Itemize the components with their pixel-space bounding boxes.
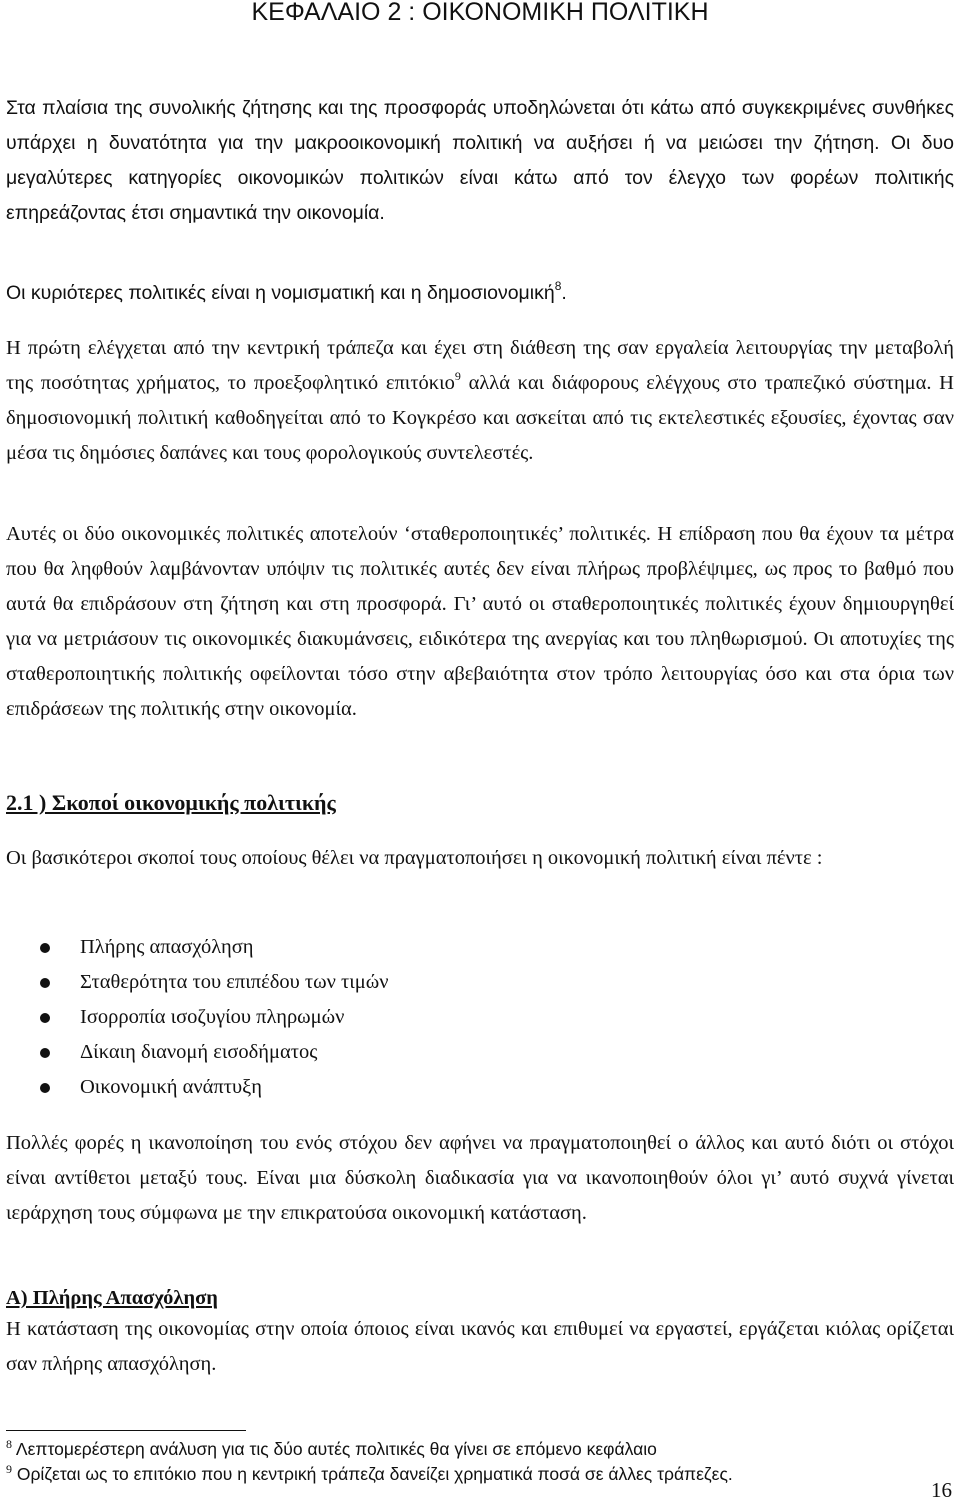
goal-label: Πλήρης απασχόληση: [80, 936, 254, 958]
subsection-heading: Α) Πλήρης Απασχόληση: [6, 1287, 218, 1309]
bullet-icon: [40, 1013, 50, 1023]
footnote-divider: [6, 1430, 246, 1431]
monetary-before: Η πρώτη ελέγχεται από την κεντρική τράπεζα και έχει στη διάθεση της σαν εργαλεία λειτουργίας την μεταβολή της ποσότητας χρήματος, το προεξοφλητικό επιτόκιο: [6, 337, 954, 394]
full-employment-paragraph: Η κατάσταση της οικονομίας στην οποία όποιος είναι ικανός και επιθυμεί να εργαστεί, εργάζεται κιόλας ορίζεται σαν πλήρης απασχόληση.: [6, 1318, 954, 1375]
footnote-8: [6, 1437, 657, 1461]
list-item: [0, 1070, 389, 1105]
footnote-text: Ορίζεται ως το επιτόκιο που η κεντρική τράπεζα δανείζει χρηματικά ποσά σε άλλες τράπεζες.: [12, 1464, 733, 1484]
main-policies-end: .: [561, 282, 567, 304]
list-item: [0, 1035, 389, 1070]
bullet-icon: [40, 978, 50, 988]
main-policies-text: Οι κυριότερες πολιτικές είναι η νομισματική και η δημοσιονομική: [6, 282, 555, 304]
bullet-icon: [40, 1048, 50, 1058]
page-number: 16: [931, 1478, 952, 1502]
footnote-9: [6, 1462, 733, 1486]
monetary-after: αλλά και διάφορους ελέγχους στο τραπεζικό σύστημα. Η δημοσιονομική πολιτική καθοδηγείται από το Κογκρέσο και ασκείται από τις εκτελεστικές εξουσίες, έχοντας σαν μέσα τις δημόσιες δαπάνες και τους φορολογικούς συντελεστές.: [6, 372, 954, 464]
list-item: [0, 930, 389, 965]
goals-list: [0, 930, 389, 1105]
list-item: [0, 965, 389, 1000]
goals-intro-paragraph: Οι βασικότεροι σκοποί τους οποίους θέλει να πραγματοποιήσει η οικονομική πολιτική είναι πέντε :: [6, 847, 823, 869]
main-policies-paragraph: [6, 276, 954, 311]
monetary-policy-paragraph: [6, 331, 954, 471]
intro-paragraph: Στα πλαίσια της συνολικής ζήτησης και της προσφοράς υποδηλώνεται ότι κάτω από συγκεκριμένες συνθήκες υπάρχει η δυνατότητα για την μακροοικονομική πολιτική να αυξήσει ή να μειώσει την ζήτηση. Οι δυο μεγαλύτερες κατηγορίες οικονομικών πολιτικών είναι κάτω από τον έλεγχο των φορέων πολιτικής επηρεάζοντας έτσι σημαντικά την οικονομία.: [6, 97, 954, 224]
goals-conflict-paragraph: Πολλές φορές η ικανοποίηση του ενός στόχου δεν αφήνει να πραγματοποιηθεί ο άλλος και αυτό διότι οι στόχοι είναι αντίθετοι μεταξύ τους. Είναι μια δύσκολη διαδικασία για να ικανοποιηθούν όλοι γι’ αυτό συχνά γίνεται ιεράρχηση τους σύμφωνα με την επικρατούσα οικονομική κατάσταση.: [6, 1132, 954, 1224]
goal-label: Οικονομική ανάπτυξη: [80, 1076, 262, 1098]
stabilization-paragraph: Αυτές οι δύο οικονομικές πολιτικές αποτελούν ‘σταθεροποιητικές’ πολιτικές. Η επίδραση που θα έχουν τα μέτρα που θα ληφθούν λαμβάνονταν υπόψιν τις πολιτικές αυτές δεν είναι πλήρως προβλέψιμες, ως προς το βαθμό που αυτά θα επιδράσουν στη ζήτηση και στη προσφορά. Γι’ αυτό οι σταθεροποιητικές πολιτικές έχουν δημιουργηθεί για να μετριάσουν τις οικονομικές διακυμάνσεις, ειδικότερα της ανεργίας και του πληθωρισμού. Οι αποτυχίες της σταθεροποιητικής πολιτικής οφείλονται τόσο στην αβεβαιότητα στον τρόπο λειτουργίας όσο και στα όρια των επιδράσεων της πολιτικής στην οικονομία.: [6, 523, 954, 720]
footnote-text: Λεπτομερέστερη ανάλυση για τις δύο αυτές πολιτικές θα γίνει σε επόμενο κεφάλαιο: [12, 1439, 657, 1459]
goal-label: Δίκαιη διανομή εισοδήματος: [80, 1041, 318, 1063]
goal-label: Σταθερότητα του επιπέδου των τιμών: [80, 971, 389, 993]
bullet-icon: [40, 943, 50, 953]
goal-label: Ισορροπία ισοζυγίου πληρωμών: [80, 1006, 345, 1028]
chapter-title: ΚΕΦΑΛΑΙΟ 2 : ΟΙΚΟΝΟΜΙΚΗ ΠΟΛΙΤΙΚΗ: [251, 0, 709, 26]
list-item: [0, 1000, 389, 1035]
section-heading: 2.1 ) Σκοποί οικονομικής πολιτικής: [6, 790, 336, 815]
footnote-number: 9: [6, 1462, 12, 1476]
bullet-icon: [40, 1083, 50, 1093]
footnote-ref-8: 8: [554, 279, 562, 293]
footnote-number: 8: [6, 1437, 12, 1451]
footnote-ref-9: 9: [454, 369, 461, 383]
